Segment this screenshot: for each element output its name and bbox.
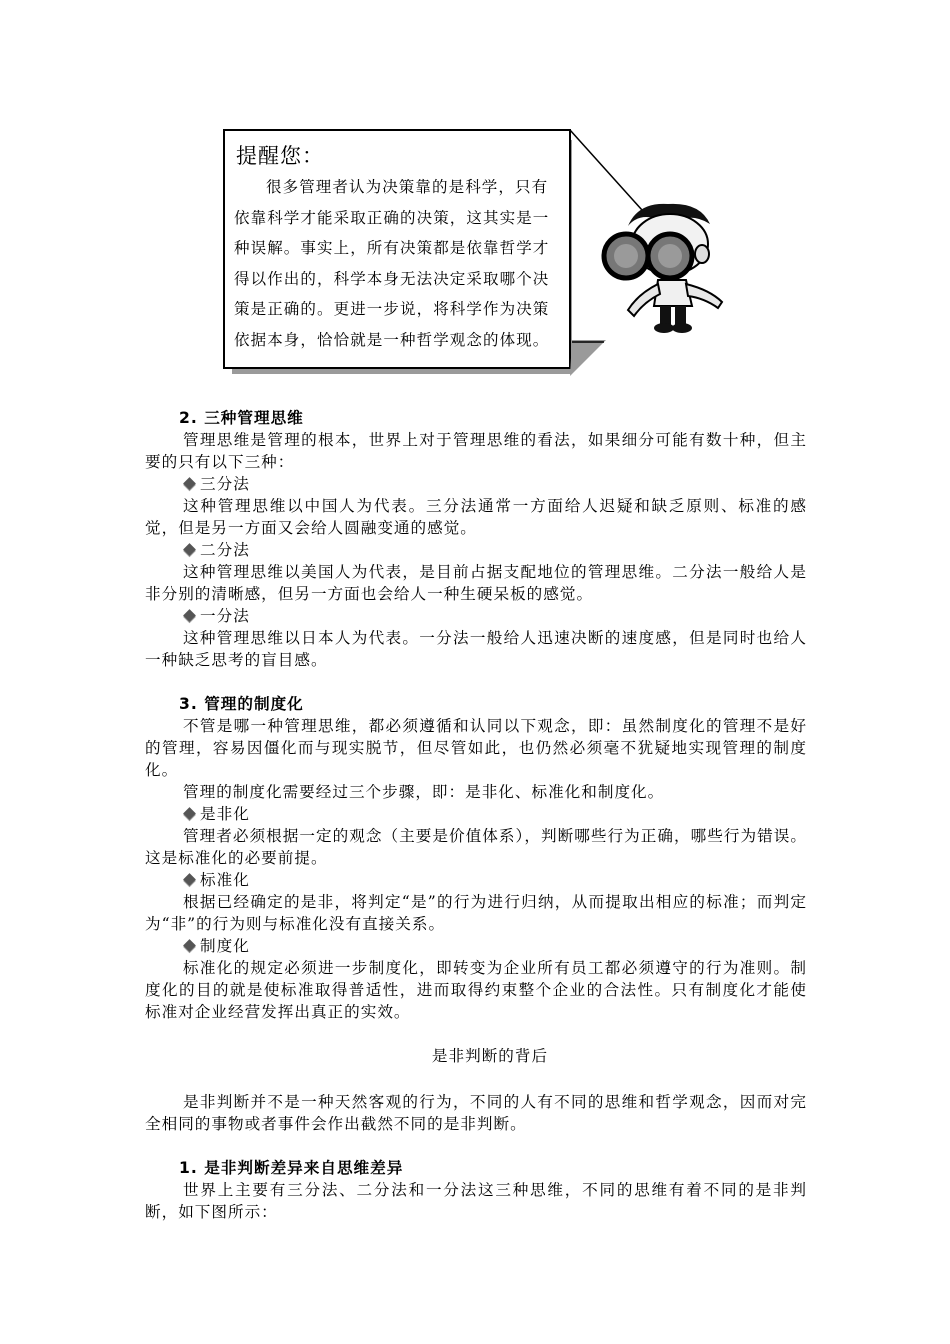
paragraph: 根据已经确定的是非，将判定“是”的行为进行归纳，从而提取出相应的标准；而判定为“非”的行为则与标准化没有直接关系。 (145, 893, 807, 933)
paragraph: 管理的制度化需要经过三个步骤，即：是非化、标准化和制度化。 (183, 783, 665, 801)
paragraph: 这种管理思维以日本人为代表。一分法一般给人迅速决断的速度感，但是同时也给人一种缺乏思考的盲目感。 (145, 629, 807, 669)
paragraph: 这种管理思维以美国人为代表，是目前占据支配地位的管理思维。二分法一般给人是非分别的清晰感，但另一方面也会给人一种生硬呆板的感觉。 (145, 563, 807, 603)
diamond-bullet-icon (183, 477, 196, 490)
paragraph: 不管是哪一种管理思维，都必须遵循和认同以下观念，即：虽然制度化的管理不是好的管理，容易因僵化而与现实脱节，但尽管如此，也仍然必须毫不犹疑地实现管理的制度化。 (145, 717, 807, 779)
section-title: 是非判断的背后 (431, 1047, 549, 1065)
bullet-item (145, 539, 807, 561)
paragraph: 管理者必须根据一定的观念（主要是价值体系），判断哪些行为正确，哪些行为错误。这是标准化的必要前提。 (145, 827, 807, 867)
callout-title: 提醒您： (236, 144, 324, 168)
section-heading: 3. 管理的制度化 (179, 695, 304, 713)
bullet-label: 标准化 (200, 871, 250, 889)
bullet-item (145, 935, 807, 957)
bullet-label: 是非化 (200, 805, 250, 823)
bullet-item (145, 605, 807, 627)
cartoon-man-illustration (598, 198, 738, 336)
diamond-bullet-icon (183, 873, 196, 886)
reminder-callout (222, 128, 574, 376)
bullet-item (145, 473, 807, 495)
callout-body: 很多管理者认为决策靠的是科学，只有依靠科学才能采取正确的决策，这其实是一种误解。事实上，所有决策都是依靠哲学才得以作出的，科学本身无法决定采取哪个决策是正确的。更进一步说，将科学作为决策依据本身，恰恰就是一种哲学观念的体现。 (234, 178, 550, 349)
diamond-bullet-icon (183, 939, 196, 952)
bullet-label: 一分法 (200, 607, 250, 625)
paragraph: 标准化的规定必须进一步制度化，即转变为企业所有员工都必须遵守的行为准则。制度化的目的就是使标准取得普适性，进而取得约束整个企业的合法性。只有制度化才能使标准对企业经营发挥出真正的实效。 (145, 959, 807, 1021)
bullet-label: 制度化 (200, 937, 250, 955)
paragraph: 是非判断并不是一种天然客观的行为，不同的人有不同的思维和哲学观念，因而对完全相同的事物或者事件会作出截然不同的是非判断。 (145, 1093, 807, 1133)
bullet-label: 二分法 (200, 541, 250, 559)
paragraph: 管理思维是管理的根本，世界上对于管理思维的看法，如果细分可能有数十种，但主要的只有以下三种： (145, 431, 807, 471)
bullet-label: 三分法 (200, 475, 250, 493)
article-body (145, 407, 807, 1223)
callout-tail (562, 340, 612, 380)
diamond-bullet-icon (183, 543, 196, 556)
bullet-item (145, 869, 807, 891)
paragraph: 这种管理思维以中国人为代表。三分法通常一方面给人迟疑和缺乏原则、标准的感觉，但是另一方面又会给人圆融变通的感觉。 (145, 497, 807, 537)
diamond-bullet-icon (183, 807, 196, 820)
section-heading: 2. 三种管理思维 (179, 409, 304, 427)
paragraph: 世界上主要有三分法、二分法和一分法这三种思维，不同的思维有着不同的是非判断，如下图所示： (145, 1181, 807, 1221)
diamond-bullet-icon (183, 609, 196, 622)
bullet-item (145, 803, 807, 825)
section-heading: 1. 是非判断差异来自思维差异 (179, 1159, 404, 1177)
